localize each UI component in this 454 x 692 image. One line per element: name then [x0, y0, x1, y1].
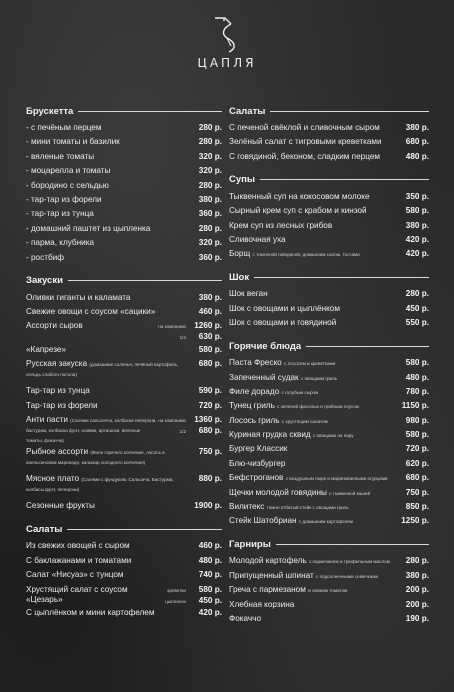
- item-price: 450 р.: [198, 595, 222, 605]
- section-header: [229, 339, 429, 353]
- item-description: с пармезаном и трюфельным маслом: [308, 559, 390, 565]
- item-name: [26, 209, 190, 219]
- menu-section: [229, 104, 429, 165]
- item-title: Борщ: [229, 249, 251, 259]
- item-price: 740 р.: [198, 570, 222, 580]
- item-name: [229, 444, 397, 454]
- item-title: Фокаччо: [229, 613, 261, 623]
- item-description: с хрустящим салатом: [281, 418, 328, 424]
- item-price: 280 р.: [198, 180, 222, 190]
- item-name: [26, 359, 190, 379]
- item-price: 590 р.: [198, 386, 222, 396]
- portion-label: на компанию: [158, 324, 186, 330]
- item-name: [229, 556, 397, 566]
- section-divider: [270, 111, 429, 112]
- section-title: Шок: [229, 271, 250, 283]
- menu-item: [229, 373, 429, 386]
- item-name: [229, 600, 397, 610]
- section-divider: [78, 111, 222, 112]
- menu-item: [229, 358, 429, 371]
- menu-section: [229, 173, 429, 263]
- item-name: [229, 430, 397, 440]
- item-title: Салат «Нисуаз» с тунцом: [26, 570, 124, 580]
- item-price: 980 р.: [405, 415, 429, 425]
- section-title: Супы: [229, 174, 255, 186]
- item-title: Блю-чизбургер: [229, 458, 286, 468]
- item-title: Бургер Классик: [229, 444, 288, 454]
- menu-item: [229, 221, 429, 234]
- menu-item: [26, 195, 222, 208]
- item-price: 200 р.: [405, 585, 429, 595]
- item-name: [26, 415, 158, 445]
- item-name: [229, 473, 397, 483]
- item-description: (Салями с фундуком, Сальсича, Бастурма, колбасы фуэт, пеперони): [26, 477, 174, 493]
- menu-section: [26, 522, 222, 621]
- item-name: [26, 238, 190, 248]
- item-name: [229, 152, 397, 162]
- menu-item: [229, 502, 429, 515]
- menu-item: [26, 359, 222, 385]
- section-divider: [260, 179, 429, 180]
- item-price: 380 р.: [198, 292, 222, 302]
- item-title: - парма, клубника: [26, 238, 95, 248]
- section-divider: [276, 544, 429, 545]
- item-title: Шок с овощами и цыплёнком: [229, 303, 340, 313]
- item-name: [26, 224, 190, 234]
- item-title: Лосось гриль: [229, 415, 280, 425]
- item-title: Тар-тар из тунца: [26, 386, 90, 396]
- item-title: Анти пасти: [26, 415, 68, 425]
- item-title: Зелёный салат с тигровыми креветками: [229, 137, 382, 147]
- item-title: - тар-тар из форели: [26, 194, 102, 204]
- item-name: [229, 221, 397, 231]
- menu-item: [229, 459, 429, 472]
- item-price: 580 р.: [405, 430, 429, 440]
- item-price: 880 р.: [198, 474, 222, 484]
- item-title: Сезонные фрукты: [26, 501, 95, 511]
- item-name: [26, 166, 190, 176]
- menu-item: [26, 447, 222, 473]
- item-description: (домашние соленья, печёный картофель, сельдь слабого посола): [26, 362, 179, 378]
- menu-section: [229, 339, 429, 529]
- portion-label: цыпленок: [165, 598, 186, 604]
- section-header: [26, 274, 222, 288]
- item-title: Тыквенный суп на кокосовом молоке: [229, 191, 370, 201]
- item-name: [26, 474, 190, 494]
- section-divider: [254, 277, 429, 278]
- menu-item: [26, 474, 222, 500]
- item-name: [229, 516, 397, 526]
- menu-item: [26, 321, 222, 343]
- menu-item: [229, 206, 429, 219]
- menu-item: [229, 235, 429, 248]
- item-price: 280 р.: [198, 123, 222, 132]
- item-title: Греча с пармезаном: [229, 585, 306, 595]
- item-name: [26, 293, 190, 303]
- item-name: [229, 318, 397, 328]
- item-name: [26, 447, 190, 467]
- item-price: 380 р.: [405, 570, 429, 580]
- item-price: 360 р.: [198, 252, 222, 262]
- item-price: 580 р.: [198, 584, 222, 594]
- menu-item: [26, 501, 222, 514]
- item-price: 450 р.: [405, 303, 429, 313]
- item-portion-list: [165, 585, 222, 607]
- item-price: 1260 р.: [194, 321, 222, 331]
- menu-item: [229, 387, 429, 400]
- item-name: [26, 386, 190, 396]
- menu-section: [26, 104, 222, 266]
- section-divider: [306, 346, 429, 347]
- item-price: 280 р.: [198, 137, 222, 147]
- section-header: [229, 270, 429, 284]
- item-title: Куриная грудка сквид: [229, 430, 311, 440]
- item-title: - моцарелла и томаты: [26, 166, 111, 176]
- menu-item: [26, 209, 222, 222]
- item-title: Оливки гиганты и каламата: [26, 292, 131, 302]
- item-price: 420 р.: [405, 249, 429, 259]
- menu-item: [26, 224, 222, 237]
- item-title: - бородино с сельдью: [26, 180, 109, 190]
- item-price: 620 р.: [405, 458, 429, 468]
- menu-item: [229, 304, 429, 317]
- section-title: Гарниры: [229, 538, 271, 550]
- item-title: С баклажанами и томатами: [26, 555, 132, 565]
- item-name: [26, 541, 190, 551]
- item-name: [26, 137, 190, 147]
- item-description: и свежим томатом: [308, 588, 348, 594]
- item-price: 680 р.: [198, 359, 222, 369]
- item-title: Вилитекс: [229, 502, 265, 512]
- portion-label: 1/2: [179, 429, 186, 435]
- item-title: Запеченный судак: [229, 372, 299, 382]
- item-price: 380 р.: [405, 123, 429, 132]
- menu-item: [229, 556, 429, 569]
- menu-item: [26, 541, 222, 554]
- item-portion: [180, 426, 222, 437]
- item-price: 750 р.: [405, 487, 429, 497]
- item-title: Бефстроганов: [229, 473, 284, 483]
- menu-item: [26, 238, 222, 251]
- menu-item: [26, 181, 222, 194]
- menu-item: [229, 585, 429, 598]
- item-price: 580 р.: [405, 358, 429, 368]
- menu-item: [26, 166, 222, 179]
- item-price: 200 р.: [405, 599, 429, 609]
- item-title: Крем суп из лесных грибов: [229, 220, 333, 230]
- section-title: Салаты: [229, 105, 266, 117]
- menu-item: [229, 137, 429, 150]
- item-price: 480 р.: [405, 151, 429, 161]
- menu-item: [229, 473, 429, 486]
- item-name: [229, 488, 397, 498]
- item-price: 190 р.: [405, 613, 429, 623]
- item-title: - вяленые томаты: [26, 151, 95, 161]
- item-price: 420 р.: [405, 234, 429, 244]
- portion-label: креветки: [167, 587, 186, 593]
- item-price: 630 р.: [198, 332, 222, 342]
- item-name: [229, 502, 397, 512]
- item-title: Ассорти сыров: [26, 321, 83, 331]
- section-header: [229, 104, 429, 118]
- item-name: [229, 249, 397, 259]
- item-name: [26, 585, 165, 605]
- item-name: [229, 585, 397, 595]
- item-name: [26, 501, 190, 511]
- menu-item: [229, 571, 429, 584]
- item-description: с овощами гриль: [300, 375, 338, 381]
- menu-item: [229, 488, 429, 501]
- item-price: 720 р.: [198, 400, 222, 410]
- item-price: 1360 р.: [194, 415, 222, 425]
- item-price: 720 р.: [405, 444, 429, 454]
- item-title: Стейк Шатобриан: [229, 516, 297, 526]
- item-portion-list: [158, 415, 222, 437]
- item-name: [229, 459, 397, 469]
- item-name: [229, 416, 397, 426]
- item-price: 780 р.: [405, 386, 429, 396]
- menu-item: [229, 152, 429, 165]
- item-price: 750 р.: [198, 446, 222, 456]
- item-name: [229, 206, 397, 216]
- item-title: «Капрезе»: [26, 344, 67, 354]
- item-price: 550 р.: [405, 318, 429, 328]
- item-price: 350 р.: [405, 191, 429, 201]
- item-description: с томленой говядиной, домашним салом, тостами: [252, 252, 360, 258]
- item-name: [26, 152, 190, 162]
- item-description: с зеленой фасолью и грибным соусом: [277, 404, 359, 410]
- section-title: Горячие блюда: [229, 340, 302, 352]
- item-description: с лососем и креветками: [283, 361, 336, 367]
- portion-label: на компанию: [158, 418, 186, 424]
- menu-item: [229, 401, 429, 414]
- menu-item: [26, 307, 222, 320]
- item-portion: [158, 415, 222, 426]
- item-title: Хрустящий салат с соусом «Цезарь»: [26, 584, 128, 604]
- menu-section: [26, 274, 222, 515]
- menu-item: [26, 415, 222, 445]
- item-description: томно отбитый стейк с овощами гриль: [266, 505, 349, 511]
- menu-item: [26, 123, 222, 136]
- menu-section: [229, 270, 429, 331]
- item-description: с голубым сыром: [281, 389, 319, 395]
- item-title: - тар-тар из тунца: [26, 209, 94, 219]
- item-description: с подсолнечными семечками: [316, 573, 379, 579]
- item-title: Шок веган: [229, 289, 268, 299]
- item-title: С цыплёнком и мини картофелем: [26, 607, 155, 617]
- item-name: [26, 570, 190, 580]
- section-title: Брускетта: [26, 105, 74, 117]
- item-price: 1250 р.: [401, 516, 429, 526]
- item-title: Сливочная уха: [229, 234, 286, 244]
- menu-item: [26, 137, 222, 150]
- section-header: [26, 522, 222, 536]
- menu-item: [26, 401, 222, 414]
- menu-item: [229, 416, 429, 429]
- portion-label: 1/2: [179, 335, 186, 341]
- item-price: 680 р.: [405, 137, 429, 147]
- item-description: (Филе горячего копчения, лосось в апельсиновом маринаде, кальмар холодного копчения): [26, 449, 165, 465]
- item-title: Рыбное ассорти: [26, 446, 89, 456]
- item-name: [229, 192, 397, 202]
- item-name: [26, 307, 190, 317]
- item-description: (Салями сальсичча, колбаски пеперони, бастурма, колбаски фуэт, оливки, артишоки, вяленые томаты, фокачча): [26, 418, 157, 444]
- item-name: [26, 195, 190, 205]
- item-description: с овощами на пару: [312, 433, 354, 439]
- item-title: Русская закуска: [26, 359, 88, 369]
- item-title: С печеной свёклой и сливочным сыром: [229, 123, 380, 132]
- item-price: 1900 р.: [194, 501, 222, 511]
- item-price: 380 р.: [405, 220, 429, 230]
- item-title: Молодой картофель: [229, 556, 307, 566]
- menu-item: [26, 345, 222, 358]
- item-description: с тыквенной кашей: [329, 490, 371, 496]
- item-title: Сырный крем суп с крабом и кинзой: [229, 206, 367, 216]
- item-price: 320 р.: [198, 151, 222, 161]
- item-name: [229, 358, 397, 368]
- item-portion: [158, 321, 222, 332]
- item-price: 280 р.: [198, 223, 222, 233]
- menu-item: [26, 556, 222, 569]
- section-divider: [67, 529, 222, 530]
- menu-item: [26, 570, 222, 583]
- item-title: Припущенный шпинат: [229, 570, 314, 580]
- item-title: Филе дорадо: [229, 386, 280, 396]
- menu-section: [229, 537, 429, 627]
- item-name: [26, 123, 190, 133]
- item-title: - домашний паштет из цыпленка: [26, 223, 151, 233]
- item-title: Тунец гриль: [229, 401, 275, 411]
- menu-item: [229, 123, 429, 136]
- restaurant-logo: [0, 12, 454, 70]
- item-title: Щечки молодой говядины: [229, 487, 327, 497]
- item-title: - ростбиф: [26, 252, 64, 262]
- item-portion: [167, 585, 222, 596]
- item-name: [229, 289, 397, 299]
- item-name: [26, 345, 190, 355]
- item-price: 280 р.: [405, 289, 429, 299]
- menu-item: [26, 253, 222, 266]
- item-price: 420 р.: [198, 607, 222, 617]
- item-name: [229, 123, 397, 133]
- item-title: Шок с овощами и говядиной: [229, 318, 337, 328]
- item-title: - с печёным перцем: [26, 123, 102, 132]
- item-name: [229, 571, 397, 581]
- item-name: [26, 608, 190, 618]
- item-name: [26, 401, 190, 411]
- item-title: С говядиной, беконом, сладким перцем: [229, 151, 381, 161]
- section-title: Салаты: [26, 523, 63, 535]
- item-name: [229, 373, 397, 383]
- heron-icon: [207, 12, 247, 56]
- item-price: 1150 р.: [401, 401, 429, 411]
- menu-item: [229, 600, 429, 613]
- item-price: 380 р.: [198, 194, 222, 204]
- item-price: 280 р.: [405, 556, 429, 566]
- menu-right-column: [229, 104, 429, 635]
- menu-item: [229, 192, 429, 205]
- menu-item: [26, 293, 222, 306]
- menu-item: [229, 249, 429, 262]
- section-header: [26, 104, 222, 118]
- item-description: с воздушным пюре и маринованными огурцами: [285, 476, 388, 482]
- item-price: 680 р.: [198, 426, 222, 436]
- item-price: 480 р.: [405, 372, 429, 382]
- item-name: [229, 387, 397, 397]
- item-price: 580 р.: [198, 344, 222, 354]
- item-price: 360 р.: [198, 209, 222, 219]
- item-price: 460 р.: [198, 306, 222, 316]
- menu-left-column: [26, 104, 222, 629]
- item-title: - мини томаты и базилик: [26, 137, 120, 147]
- item-portion: [180, 332, 222, 343]
- menu-item: [229, 516, 429, 529]
- menu-item: [229, 318, 429, 331]
- menu-item: [229, 430, 429, 443]
- item-name: [26, 181, 190, 191]
- item-title: Из свежих овощей с сыром: [26, 541, 130, 551]
- section-header: [229, 173, 429, 187]
- menu-item: [229, 444, 429, 457]
- item-name: [229, 614, 397, 624]
- section-title: Закуски: [26, 275, 63, 287]
- item-name: [229, 401, 397, 411]
- menu-item: [26, 608, 222, 621]
- item-title: Тар-тар из форели: [26, 400, 98, 410]
- item-description: с домашним картофелем: [298, 519, 353, 525]
- section-header: [229, 537, 429, 551]
- item-name: [229, 137, 397, 147]
- item-name: [229, 235, 397, 245]
- item-price: 680 р.: [405, 473, 429, 483]
- menu-item: [229, 289, 429, 302]
- item-portion: [165, 596, 222, 607]
- menu-item: [229, 614, 429, 627]
- menu-item: [26, 386, 222, 399]
- item-title: Паста Фреско: [229, 358, 282, 368]
- item-name: [26, 321, 158, 331]
- menu-item: [26, 152, 222, 165]
- item-price: 580 р.: [405, 206, 429, 216]
- item-title: Мясное плато: [26, 474, 80, 484]
- item-title: Хлебная корзина: [229, 599, 295, 609]
- item-portion-list: [158, 321, 222, 343]
- item-price: 480 р.: [198, 555, 222, 565]
- item-name: [229, 304, 397, 314]
- item-title: Свежие овощи с соусом «сацики»: [26, 306, 156, 316]
- item-name: [26, 556, 190, 566]
- item-price: 850 р.: [405, 502, 429, 512]
- item-price: 320 р.: [198, 238, 222, 248]
- menu-item: [26, 585, 222, 607]
- item-price: 460 р.: [198, 541, 222, 551]
- section-divider: [68, 280, 222, 281]
- logo-text: ЦАПЛЯ: [197, 56, 257, 70]
- item-name: [26, 253, 190, 263]
- item-price: 320 р.: [198, 166, 222, 176]
